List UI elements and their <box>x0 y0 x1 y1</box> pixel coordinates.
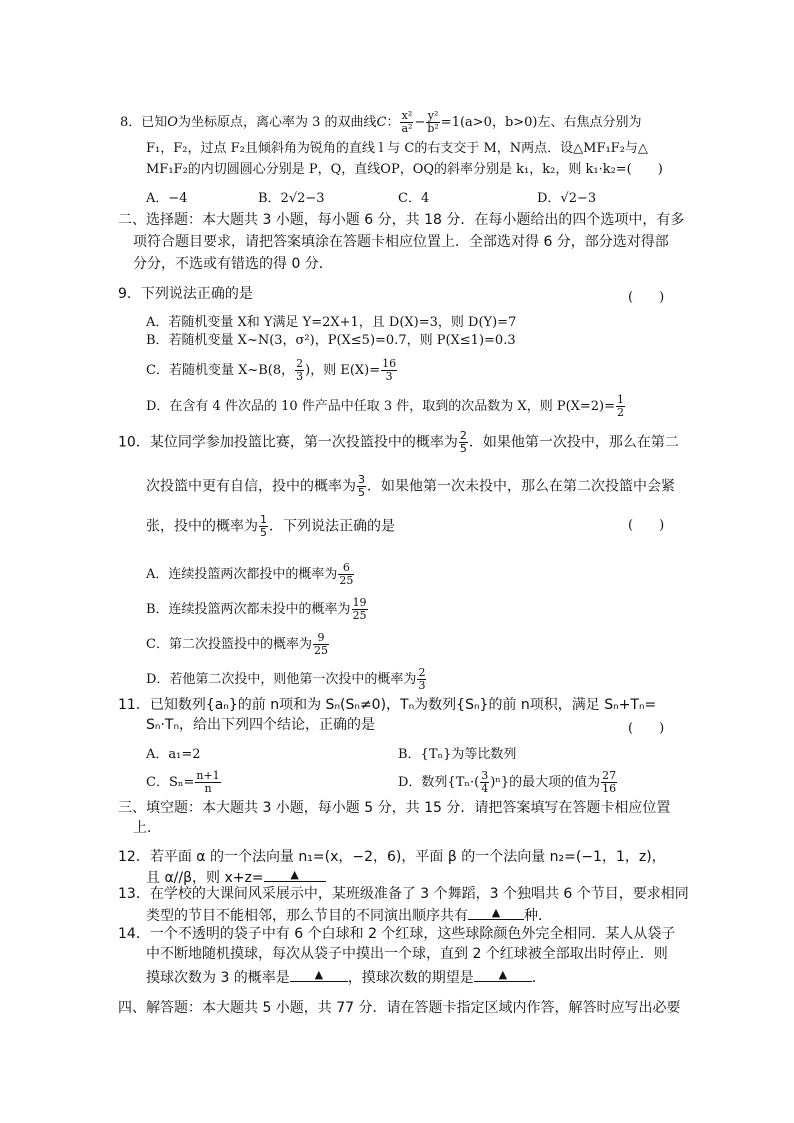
section-2-line-3: 分分，不选或有错选的得 0 分． <box>133 256 333 272</box>
q10-line-3: 张，投中的概率为 $\frac{1}{5}$ ．下列说法正确的是 <box>146 513 395 539</box>
fraction: $\frac{n+1}{n}$ <box>196 769 220 795</box>
fraction: $\frac{2}{3}$ <box>296 357 304 383</box>
q8-option-c: C．4 <box>398 191 430 206</box>
fraction: $\frac{6}{25}$ <box>339 561 354 587</box>
fraction: $\frac{3}{4}$ <box>481 769 489 795</box>
fraction: $\frac{2}{5}$ <box>459 429 467 455</box>
triangle-marker-icon: ▲ <box>491 906 501 919</box>
fraction: $\frac{9}{25}$ <box>313 631 328 657</box>
q9-answer-paren: ( ) <box>628 290 665 305</box>
q8-line-1: 8．已知O为坐标原点，离心率为 3 的双曲线C： $\frac{\text{x²}}{\text{a²}}$ − $\frac{\text{y²}}{\text{b²}}$ =1(a>0，b>0)左、右焦点分别为 <box>120 109 642 135</box>
q10-answer-paren: ( ) <box>628 518 665 533</box>
q12-line-2: 且 α//β，则 x+z= ▲ <box>146 867 326 886</box>
q10-line-2: 次投篮中更有自信，投中的概率为 $\frac{3}{5}$ ．如果他第一次未投中，那么在第二次投篮中会紧 <box>146 473 675 499</box>
fraction: $\frac{2}{3}$ <box>418 666 426 692</box>
q8-line-2: F₁，F₂，过点 F₂且倾斜角为锐角的直线 l 与 C的右支交于 M，N两点．设△MF₁F₂与△ <box>146 141 648 156</box>
q11-line-1: 11．已知数列{aₙ}的前 n项和为 Sₙ(Sₙ≠0)，Tₙ为数列{Sₙ}的前 n项积，满足 Sₙ+Tₙ= <box>118 697 657 713</box>
q9-option-a: A．若随机变量 X和 Y满足 Y=2X+1，且 D(X)=3，则 D(Y)=7 <box>146 315 517 330</box>
triangle-marker-icon: ▲ <box>314 968 324 981</box>
section-2-line-2: 项符合题目要求，请把答案填涂在答题卡相应位置上．全部选对得 6 分，部分选对得部 <box>133 234 669 250</box>
q8-option-b: B．2√2−3 <box>258 191 325 206</box>
section-3-heading: 三、填空题：本大题共 3 小题，每小题 5 分，共 15 分．请把答案填写在答题卡相应位置 <box>118 800 671 816</box>
fraction: $\frac{1}{5}$ <box>260 513 267 539</box>
q10-option-d: D．若他第二次投中，则他第一次投中的概率为 $\frac{2}{3}$ <box>146 666 426 692</box>
fraction-y2-b2: $\frac{\text{y²}}{\text{b²}}$ <box>427 109 439 135</box>
q11-option-a: A．a₁=2 <box>146 747 201 762</box>
section-3-line-2: 上． <box>133 820 161 836</box>
q8-line-3: MF₁F₂的内切圆圆心分别是 P，Q，直线OP，OQ的斜率分别是 k₁，k₂，则 k₁·k₂=( ) <box>146 162 663 177</box>
q11-option-c: C．Sₙ= $\frac{n+1}{n}$ <box>146 769 220 795</box>
q14-line-2: 中不断地随机摸球，每次从袋子中摸出一个球，直到 2 个红球被全部取出时停止．则 <box>146 946 668 962</box>
q14-line-1: 14．一个不透明的袋子中有 6 个白球和 2 个红球，这些球除颜色外完全相同．某人从袋子 <box>118 926 676 942</box>
section-4-heading: 四、解答题：本大题共 5 小题，共 77 分．请在答题卡指定区域内作答，解答时应写出必要 <box>118 1000 681 1016</box>
q8-option-a: A．−4 <box>146 191 188 206</box>
q10-option-b: B．连续投篮两次都未投中的概率为 $\frac{19}{25}$ <box>146 596 367 622</box>
q9-option-c: C．若随机变量 X~B(8， $\frac{2}{3}$ )，则 E(X)= $\frac{16}{3}$ <box>146 357 397 383</box>
q9-stem: 9．下列说法正确的是 <box>118 286 253 302</box>
q9-option-b: B．若随机变量 X~N(3，σ²)，P(X≤5)=0.7，则 P(X≤1)=0.3 <box>146 333 516 348</box>
fraction-x2-a2: $\frac{\text{x²}}{\text{a²}}$ <box>401 109 413 135</box>
fraction: $\frac{19}{25}$ <box>352 596 367 622</box>
q11-option-b: B．{Tₙ}为等比数列 <box>398 747 517 762</box>
q10-option-a: A．连续投篮两次都投中的概率为 $\frac{6}{25}$ <box>146 561 354 587</box>
fraction: $\frac{3}{5}$ <box>358 473 365 499</box>
section-2-heading: 二、选择题：本大题共 3 小题，每小题 6 分，共 18 分．在每小题给出的四个选项中，有多 <box>118 212 685 228</box>
fraction: $\frac{16}{3}$ <box>382 357 397 383</box>
q10-line-1: 10．某位同学参加投篮比赛，第一次投篮投中的概率为 $\frac{2}{5}$ ．如果他第一次投中，那么在第二 <box>118 429 679 455</box>
triangle-marker-icon: ▲ <box>290 868 299 881</box>
answer-blank <box>468 905 524 920</box>
answer-blank <box>264 867 326 882</box>
q13-line-2: 类型的节目不能相邻，那么节目的不同演出顺序共有 ▲ 种． <box>146 906 552 924</box>
q8-option-d: D．√2−3 <box>537 191 597 206</box>
q11-option-d: D．数列{Tₙ·( $\frac{3}{4}$ )ⁿ}的最大项的值为 $\frac{27}{16}$ <box>398 769 617 795</box>
q10-option-c: C．第二次投篮投中的概率为 $\frac{9}{25}$ <box>146 631 328 657</box>
fraction: $\frac{1}{2}$ <box>617 393 625 419</box>
answer-blank <box>290 967 348 982</box>
q11-line-2: Sₙ·Tₙ，给出下列四个结论，正确的是 <box>146 717 376 733</box>
q14-line-3: 摸球次数为 3 的概率是 ▲ ，摸球次数的期望是 ▲ ． <box>146 968 546 986</box>
q9-option-d: D．在含有 4 件次品的 10 件产品中任取 3 件，取到的次品数为 X，则 P(X=2)= $\frac{1}{2}$ <box>146 393 625 419</box>
triangle-marker-icon: ▲ <box>498 968 508 981</box>
q13-line-1: 13．在学校的大课间风采展示中，某班级准备了 3 个舞蹈，3 个独唱共 6 个节目，要求相同 <box>118 886 689 902</box>
fraction: $\frac{27}{16}$ <box>602 769 617 795</box>
answer-blank <box>474 967 532 982</box>
q11-answer-paren: ( ) <box>628 721 665 736</box>
q12-line-1: 12．若平面 α 的一个法向量 n₁=(x，−2，6)，平面 β 的一个法向量 n₂=(−1，1，z)， <box>118 849 666 865</box>
